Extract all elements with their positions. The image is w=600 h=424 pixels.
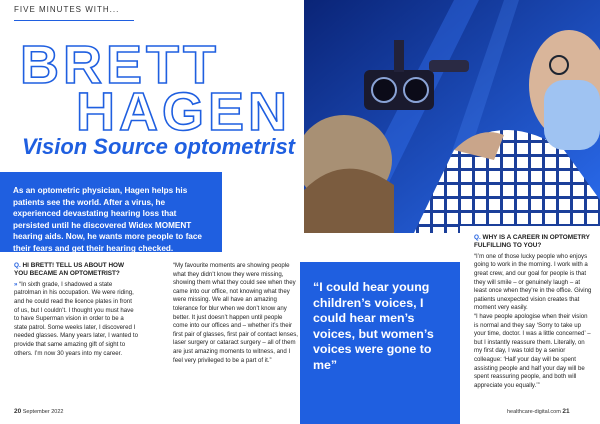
footer-left bbox=[14, 408, 63, 415]
kicker-divider bbox=[14, 20, 134, 21]
answer-1-continued: “My favourite moments are showing people what they didn’t know they were missing, showing them what they could see when they came into our office, not knowing what they were missing. We all have an amazing tolerance for blur when we don’t know any better. It just doesn’t happen until people come into our offices and – whether it’s their first pair of glasses, first pair of contact lenses, laser surgery or cataract surgery – all of them are just amazing moments to witness, and I feel very privileged to be a part of it.” bbox=[173, 262, 298, 364]
photo-illustration bbox=[304, 0, 600, 233]
footer-right bbox=[507, 408, 570, 415]
photo-optometrist-with-phoropter bbox=[304, 0, 600, 233]
question-1-text: HI BRETT! TELL US ABOUT HOW YOU BECAME AN OPTOMETRIST? bbox=[14, 262, 125, 278]
column-2 bbox=[173, 262, 299, 365]
name-line-1: BRETT bbox=[20, 35, 220, 95]
page-number-left: 20 bbox=[14, 408, 22, 415]
question-2 bbox=[474, 234, 592, 251]
answer-1 bbox=[14, 281, 138, 358]
column-1 bbox=[14, 262, 138, 358]
answer-1-text: “In sixth grade, I shadowed a state patrolman in his occupation. We were riding, and he could read the licence plates in front of us, but I couldn’t. I thought you must have to have Superman vision in order to be a state patrol. Some weeks later, I discovered I needed glasses. Many years later, I wanted to provide that same amazing gift of sight to others. I’m now 30 years into my career. bbox=[14, 280, 138, 357]
name-line-2: HAGEN bbox=[76, 82, 292, 142]
footer-site: healthcare-digital.com bbox=[507, 409, 561, 415]
intro-text: As an optometric physician, Hagen helps his patients see the world. After a virus, he experienced devastating hearing loss that persisted until he discovered Widex MOMENT hearing aids. Now, he wants more people to face their fears and get their hearing checked. bbox=[13, 186, 202, 253]
pull-quote: “I could hear young children’s voices, I could hear men’s voices, but women’s voices were gone to me” bbox=[313, 280, 434, 372]
question-marker-2: Q. bbox=[474, 234, 481, 241]
answer-marker: » bbox=[14, 280, 18, 288]
column-3 bbox=[474, 234, 592, 390]
question-1 bbox=[14, 262, 138, 279]
footer-date: September 2022 bbox=[22, 409, 64, 415]
subtitle: Vision Source optometrist bbox=[22, 134, 296, 159]
intro-box bbox=[0, 172, 222, 252]
kicker: FIVE MINUTES WITH... bbox=[14, 5, 120, 14]
question-2-text: WHY IS A CAREER IN OPTOMETRY FULFILLING TO YOU? bbox=[474, 234, 590, 250]
page-number-right: 21 bbox=[562, 408, 570, 415]
question-marker: Q. bbox=[14, 262, 21, 269]
answer-2-text: “I’m one of those lucky people who enjoys going to work in the morning. I work with a great crew, and our goal for people is that they will smile – or genuinely laugh – at least once when they’re in the office. Giving patients unexpected vision creates that moment very easily. “I have people apologise when their vision is normal and they say ‘Sorry to take up your time, doctor. I was a little concerned’ – but I instantly reassure them. Literally, on my first day, I was told by a senior colleague: ‘Half your day will be spent assisting people and half your day will be spent reassuring people, and both will appreciate you equally.’” bbox=[474, 252, 592, 389]
